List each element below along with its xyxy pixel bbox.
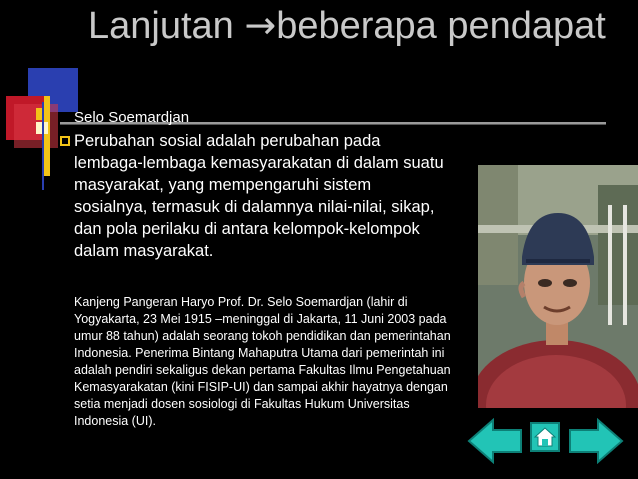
next-button[interactable]: [568, 418, 624, 464]
author-name: Selo Soemardjan: [74, 109, 190, 126]
back-button[interactable]: [467, 418, 523, 464]
title-arrow-icon: →: [244, 3, 277, 47]
definition-text: Perubahan sosial adalah perubahan pada lembaga-lembaga kemasyarakatan di dalam suatu masyarakat, yang mempengaruhi sistem sosialnya, termasuk di dalamnya nilai-nilai, sikap, dan pola perilaku di antara kelompok-kelompok dalam masyarakat.: [74, 132, 444, 260]
biography-text: Kanjeng Pangeran Haryo Prof. Dr. Selo Soemardjan (lahir di Yogyakarta, 23 Mei 1915 –meninggal di Jakarta, 11 Juni 2003 pada umur 88 tahun) adalah seorang tokoh pendidikan dan pemerintahan Indonesia. Penerima Bintang Mahaputra Utama dari pemerintah ini adalah pendiri sekaligus dekan pertama Fakultas Ilmu Pengetahuan Kemasyarakatan (kini FISIP-UI) dan sampai akhir hayatnya dengan setia menjadi dosen sosiologi di Fakultas Hukum Universitas Indonesia (UI).: [74, 295, 451, 428]
slide-title: Lanjutan →beberapa pendapat: [88, 3, 606, 47]
arrow-left-icon: [469, 420, 521, 462]
arrow-right-icon: [570, 420, 622, 462]
portrait-photo: [478, 165, 638, 408]
home-button[interactable]: [530, 422, 560, 452]
